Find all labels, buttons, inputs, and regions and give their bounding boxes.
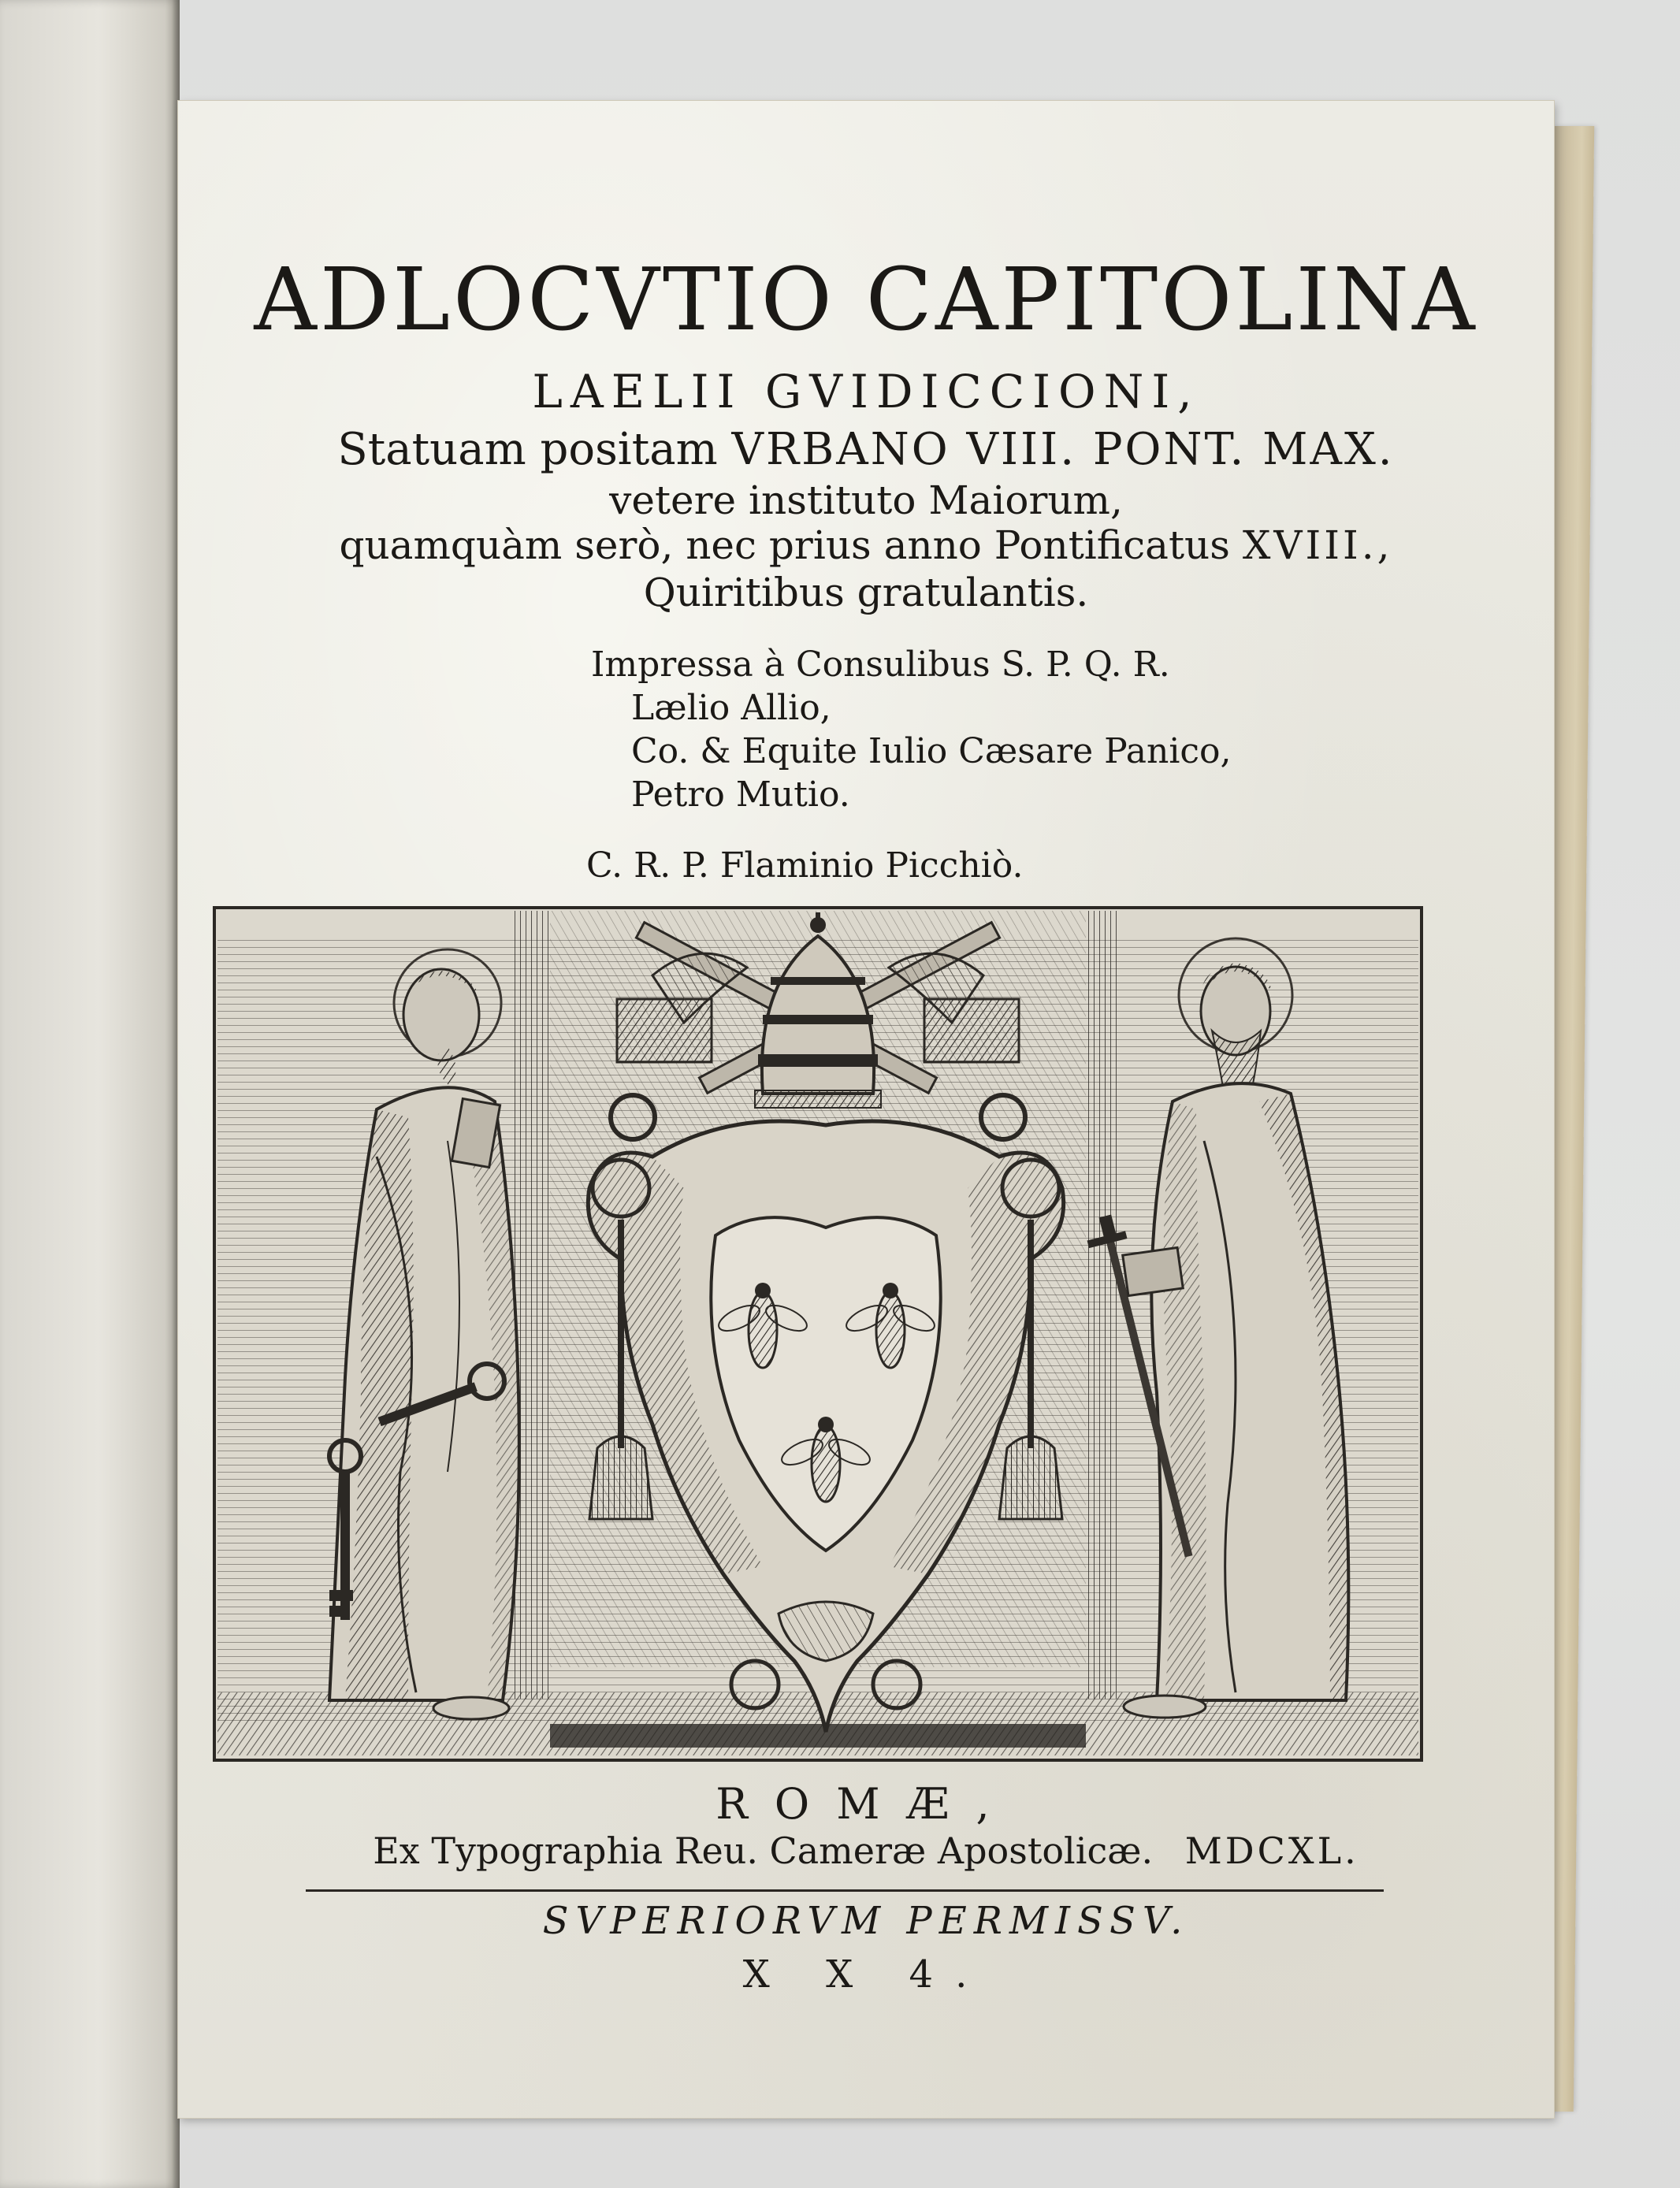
verso-page-edge [0,0,180,2188]
imprint-city: ROMÆ, [715,1779,1017,1829]
pontificate-year: XVIII., [1242,522,1393,568]
imprint-press-line [178,1830,1554,1872]
subtitle-line-2 [178,522,1554,568]
engraving-papal-arms [211,905,1425,1763]
dedication-line [178,424,1554,475]
subtitle-line-1: vetere instituto Maiorum, [609,477,1123,523]
permission-line: SVPERIORVM PERMISSV. [542,1899,1190,1943]
title-page [178,101,1554,2118]
signature-mark: X X 4. [742,1952,990,1997]
subtitle-line-2-text: quamquàm serò, nec prius anno Pontificatus [339,522,1230,568]
imprint-rule [306,1889,1384,1892]
book-title: ADLOCVTIO CAPITOLINA [254,249,1478,350]
consuls-heading: Impressa à Consulibus S. P. Q. R. [591,645,1170,685]
subtitle-line-3: Quiritibus gratulantis. [643,570,1089,615]
imprint-printer: Ex Typographia Reu. Cameræ Apostolicæ. [373,1830,1154,1872]
imprint-date: MDCXL. [1184,1830,1359,1872]
consul-2: Co. & Equite Iulio Cæsare Panico, [631,731,1232,771]
left-pilaster [515,911,550,1699]
consul-3: Petro Mutio. [631,775,850,815]
right-pilaster [1086,911,1121,1699]
author-name: LAELII GVIDICCIONI, [532,365,1200,418]
prior-line: C. R. P. Flaminio Picchiò. [586,845,1024,886]
consul-1: Lælio Allio, [631,688,831,728]
dedication-prefix: Statuam positam [337,424,718,475]
pope-name: VRBANO VIII. PONT. MAX. [731,424,1395,475]
